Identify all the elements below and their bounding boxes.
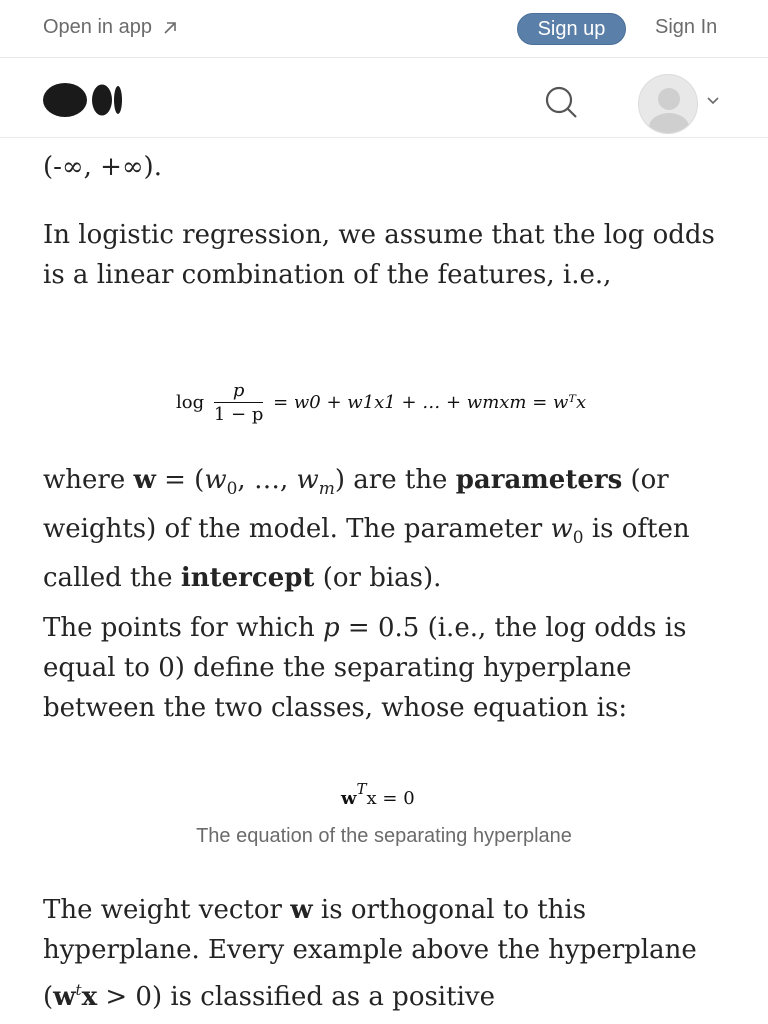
text: is orthogonal to this hyperplane. Every example above the hyperplane ( (43, 895, 697, 1012)
eq-frac-den: 1 − p (213, 404, 264, 425)
vector-w: w (133, 465, 156, 495)
superscript: t (75, 981, 82, 999)
app-banner (0, 0, 768, 58)
chevron-down-icon[interactable] (706, 93, 720, 111)
text: > 0) is classified as a positive (97, 982, 495, 1012)
term-intercept: intercept (180, 563, 315, 593)
var-w0: w (204, 465, 227, 495)
var-wm: w (296, 465, 319, 495)
text: where (43, 465, 134, 495)
eq-sup: T (356, 780, 367, 798)
paragraph-range: (-∞, +∞). (43, 152, 162, 182)
eq-log: log (176, 392, 205, 413)
eq-fraction (214, 381, 264, 425)
site-header (0, 58, 768, 138)
eq-rhs: = w0 + w1x1 + … + wmxm = wᵀx (273, 392, 587, 413)
subscript: 0 (572, 528, 584, 548)
sign-in-link[interactable]: Sign In (655, 16, 718, 38)
medium-logo-icon[interactable] (42, 81, 124, 124)
log-odds-equation (176, 381, 586, 425)
sign-up-button[interactable]: Sign up (517, 13, 626, 45)
paragraph-hyperplane (43, 608, 733, 728)
text: = 0.5 (i.e., the log odds is equal to 0) define the separating hyperplane between the two classes, whose equation is: (43, 613, 687, 723)
term-parameters: parameters (455, 465, 623, 495)
eq-rest: x = 0 (366, 788, 415, 809)
text: = ( (155, 465, 205, 495)
text: (or bias). (314, 563, 442, 593)
text: , …, (237, 465, 297, 495)
avatar[interactable] (638, 74, 698, 134)
hyperplane-equation (341, 780, 415, 809)
figure-caption: The equation of the separating hyperplane (196, 825, 572, 847)
paragraph-orthogonal (43, 890, 733, 1017)
vector-x: x (81, 982, 98, 1012)
text: ) are the (334, 465, 456, 495)
eq-w: w (341, 788, 357, 809)
eq-frac-num: p (214, 381, 264, 403)
paragraph-parameters (43, 460, 733, 598)
vector-w: w (53, 982, 76, 1012)
text: The weight vector (43, 895, 291, 925)
subscript: 0 (226, 479, 238, 499)
article-body (0, 139, 768, 1024)
text: is often called the (43, 514, 690, 593)
arrow-up-right-icon (162, 20, 178, 36)
vector-w: w (290, 895, 313, 925)
var-p: p (323, 613, 340, 643)
open-in-app-label: Open in app (43, 16, 152, 38)
var-w0: w (550, 514, 573, 544)
paragraph-log-odds: In logistic regression, we assume that the log odds is a linear combination of the features, i.e., (43, 220, 715, 290)
subscript: m (318, 479, 335, 499)
text: The points for which (43, 613, 324, 643)
open-in-app-link[interactable] (43, 16, 178, 39)
search-icon[interactable] (543, 84, 579, 120)
text: (or weights) of the model. The parameter (43, 465, 669, 544)
